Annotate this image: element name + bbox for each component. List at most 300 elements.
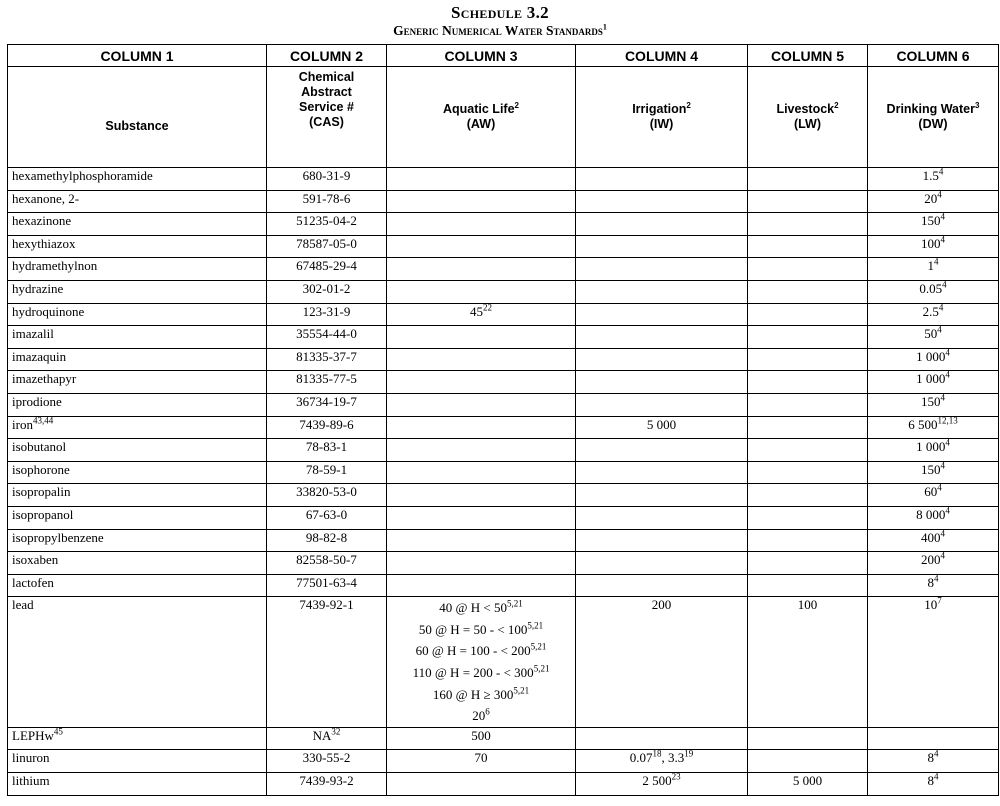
drinking-water-cell [868, 506, 999, 529]
cas-number: 67485-29-4 [296, 258, 357, 274]
table-row [8, 303, 999, 326]
cas-cell [267, 773, 387, 796]
cas-number: 591-78-6 [302, 190, 351, 206]
drinking-water-cell-value: 1 000 [916, 439, 946, 455]
aquatic-life-cell [387, 326, 576, 349]
drinking-water-cell-value: 6 500 [908, 416, 938, 432]
drinking-water-cell-value: 8 [927, 574, 934, 590]
aquatic-life-abbr: (AW) [466, 117, 496, 131]
substance-name: isophorone [12, 461, 70, 477]
drinking-water-heading-footnote: 3 [974, 100, 980, 110]
document-title-block [0, 3, 1000, 39]
irrigation-cell-line [576, 750, 747, 765]
substance-cell [8, 168, 267, 191]
substance-name: isopropalin [12, 484, 71, 500]
aquatic-life-cell [387, 750, 576, 773]
substance-name: lithium [12, 773, 50, 789]
cas-number: 98-82-8 [305, 529, 348, 545]
irrigation-cell [576, 235, 748, 258]
cas-cell [267, 168, 387, 191]
aquatic-life-cell [387, 727, 576, 750]
livestock-heading-footnote: 2 [834, 100, 839, 110]
livestock-cell [748, 190, 868, 213]
drinking-water-cell-footnote: 4 [940, 211, 945, 222]
substance-cell [8, 439, 267, 462]
irrigation-cell [576, 574, 748, 597]
drinking-water-cell-value: 50 [924, 326, 938, 342]
cas-cell [267, 574, 387, 597]
cas-cell [267, 416, 387, 439]
irrigation-heading [576, 67, 748, 168]
table-row [8, 552, 999, 575]
aquatic-life-cell [387, 280, 576, 303]
livestock-heading [748, 67, 868, 168]
substance-cell [8, 280, 267, 303]
irrigation-cell-value: 0.07 [629, 750, 653, 766]
drinking-water-cell [868, 280, 999, 303]
aquatic-life-cell [387, 439, 576, 462]
aquatic-life-cell-footnote: 5,21 [513, 685, 530, 696]
table-row [8, 484, 999, 507]
cas-number: 67-63-0 [305, 506, 348, 522]
substance-cell [8, 506, 267, 529]
aquatic-life-cell-line [387, 619, 575, 641]
drinking-water-cell-footnote: 4 [945, 347, 950, 358]
substance-footnote: 43,44 [32, 415, 54, 426]
drinking-water-cell-footnote: 4 [937, 189, 942, 200]
irrigation-cell [576, 484, 748, 507]
drinking-water-cell-footnote: 4 [942, 279, 947, 290]
cas-cell [267, 326, 387, 349]
aquatic-life-cell [387, 529, 576, 552]
irrigation-cell [576, 168, 748, 191]
irrigation-cell [576, 529, 748, 552]
substance-name: isopropanol [12, 506, 74, 522]
irrigation-cell [576, 750, 748, 773]
drinking-water-cell-footnote: 4 [940, 234, 945, 245]
cas-cell [267, 190, 387, 213]
irrigation-cell-line [576, 597, 747, 612]
livestock-cell [748, 280, 868, 303]
drinking-water-cell [868, 750, 999, 773]
drinking-water-cell-footnote: 12,13 [937, 415, 958, 426]
table-row [8, 773, 999, 796]
livestock-cell [748, 574, 868, 597]
drinking-water-cell-value: 8 [927, 773, 934, 789]
livestock-cell [748, 416, 868, 439]
drinking-water-cell-footnote: 4 [937, 482, 942, 493]
drinking-water-cell-value: 150 [921, 213, 941, 229]
substance-cell [8, 326, 267, 349]
drinking-water-cell-footnote: 4 [940, 528, 945, 539]
substance-name: hexythiazox [12, 235, 76, 251]
aquatic-life-cell-footnote: 22 [483, 302, 492, 313]
drinking-water-cell-line [868, 552, 998, 567]
cas-cell [267, 597, 387, 728]
irrigation-cell [576, 727, 748, 750]
drinking-water-cell-value: 150 [921, 393, 941, 409]
column-heading-row [8, 67, 999, 168]
irrigation-cell-footnote: 18 [652, 749, 662, 760]
table-row [8, 168, 999, 191]
aquatic-life-cell [387, 168, 576, 191]
drinking-water-cell-value: 20 [924, 190, 938, 206]
drinking-water-cell-value: 2.5 [922, 303, 939, 319]
cas-heading-line: Service # [299, 100, 354, 114]
aquatic-life-cell [387, 574, 576, 597]
drinking-water-cell-line [868, 507, 998, 522]
substance-cell [8, 416, 267, 439]
drinking-water-cell [868, 258, 999, 281]
aquatic-life-cell-value: 60 @ H = 100 - < 200 [415, 643, 531, 659]
aquatic-life-cell-value: 160 @ H ≥ 300 [432, 686, 514, 702]
substance-cell [8, 750, 267, 773]
drinking-water-abbr: (DW) [918, 117, 948, 131]
irrigation-cell [576, 597, 748, 728]
substance-cell [8, 348, 267, 371]
drinking-water-cell-value: 200 [921, 552, 941, 568]
aquatic-life-cell-line [387, 728, 575, 743]
irrigation-cell [576, 348, 748, 371]
cas-heading-line: Chemical [298, 70, 355, 84]
table-row [8, 574, 999, 597]
irrigation-cell [576, 393, 748, 416]
cas-number: 33820-53-0 [296, 484, 357, 500]
cas-number: 82558-50-7 [296, 552, 357, 568]
livestock-cell [748, 727, 868, 750]
table-row [8, 727, 999, 750]
drinking-water-cell [868, 235, 999, 258]
aquatic-life-cell-footnote: 5,21 [530, 642, 547, 653]
substance-cell [8, 258, 267, 281]
aquatic-life-cell-line [387, 597, 575, 619]
aquatic-life-cell [387, 552, 576, 575]
aquatic-life-cell [387, 506, 576, 529]
cas-number: 680-31-9 [302, 168, 351, 183]
aquatic-life-cell-footnote: 5,21 [506, 598, 523, 609]
aquatic-life-cell-value: 20 [472, 708, 486, 724]
table-row [8, 348, 999, 371]
substance-name: imazethapyr [12, 371, 77, 387]
substance-name: lead [12, 597, 34, 613]
drinking-water-cell-line [868, 575, 998, 590]
cas-number: 36734-19-7 [296, 393, 357, 409]
drinking-water-cell [868, 529, 999, 552]
substance-name: isobutanol [12, 439, 67, 455]
table-row [8, 280, 999, 303]
livestock-cell [748, 303, 868, 326]
irrigation-cell [576, 258, 748, 281]
cas-cell [267, 484, 387, 507]
aquatic-life-cell [387, 213, 576, 236]
cas-cell [267, 393, 387, 416]
drinking-water-cell-line [868, 168, 998, 183]
irrigation-cell-line [576, 417, 747, 432]
livestock-cell [748, 750, 868, 773]
drinking-water-cell-line [868, 326, 998, 341]
table-row [8, 393, 999, 416]
irrigation-cell [576, 439, 748, 462]
substance-cell [8, 461, 267, 484]
drinking-water-cell-line [868, 349, 998, 364]
livestock-cell [748, 393, 868, 416]
aquatic-life-cell-value: 45 [470, 303, 483, 319]
column-5-header: COLUMN 5 [748, 45, 868, 67]
drinking-water-cell-footnote: 4 [934, 573, 939, 584]
aquatic-life-cell [387, 773, 576, 796]
table-row [8, 190, 999, 213]
drinking-water-cell [868, 773, 999, 796]
substance-cell [8, 235, 267, 258]
cas-number: 7439-89-6 [299, 416, 354, 432]
cas-cell [267, 461, 387, 484]
drinking-water-cell [868, 371, 999, 394]
aquatic-life-cell [387, 348, 576, 371]
livestock-cell [748, 529, 868, 552]
column-2-header: COLUMN 2 [267, 45, 387, 67]
drinking-water-cell-footnote: 4 [940, 460, 945, 471]
substance-name: LEPHw [12, 727, 54, 743]
aquatic-life-cell [387, 597, 576, 728]
livestock-cell [748, 258, 868, 281]
irrigation-cell [576, 213, 748, 236]
irrigation-cell [576, 303, 748, 326]
irrigation-cell-footnote: 23 [671, 771, 681, 782]
substance-footnote: 45 [53, 726, 63, 737]
irrigation-cell [576, 280, 748, 303]
substance-cell [8, 574, 267, 597]
aquatic-life-cell [387, 190, 576, 213]
table-row [8, 597, 999, 728]
drinking-water-cell-line [868, 417, 998, 432]
substance-cell [8, 552, 267, 575]
drinking-water-cell-line [868, 304, 998, 319]
aquatic-life-cell [387, 416, 576, 439]
drinking-water-cell-value: 10 [924, 597, 938, 613]
table-row [8, 213, 999, 236]
substance-cell [8, 529, 267, 552]
substance-name: hydroquinone [12, 303, 85, 319]
drinking-water-cell-line [868, 462, 998, 477]
drinking-water-cell [868, 213, 999, 236]
aquatic-life-cell-footnote: 5,21 [533, 663, 550, 674]
irrigation-cell-value: 200 [651, 597, 672, 613]
table-row [8, 750, 999, 773]
cas-cell [267, 439, 387, 462]
cas-cell [267, 235, 387, 258]
irrigation-cell [576, 190, 748, 213]
table-row [8, 326, 999, 349]
substance-cell [8, 597, 267, 728]
aquatic-life-cell [387, 303, 576, 326]
cas-number: 78-83-1 [305, 439, 348, 455]
table-body [8, 168, 999, 796]
cas-cell [267, 258, 387, 281]
column-6-header: COLUMN 6 [868, 45, 999, 67]
cas-number: 81335-77-5 [296, 371, 357, 387]
aquatic-life-cell-value: 50 @ H = 50 - < 100 [418, 621, 528, 637]
drinking-water-cell-value: 1 [927, 258, 934, 274]
cas-heading [267, 67, 387, 168]
aquatic-life-cell-footnote: 5,21 [527, 620, 544, 631]
aquatic-life-cell-line [387, 662, 575, 684]
irrigation-cell [576, 416, 748, 439]
aquatic-life-heading-footnote: 2 [514, 100, 519, 110]
column-4-header: COLUMN 4 [576, 45, 748, 67]
cas-cell [267, 371, 387, 394]
livestock-cell [748, 461, 868, 484]
substance-cell [8, 727, 267, 750]
drinking-water-cell [868, 439, 999, 462]
irrigation-cell [576, 773, 748, 796]
table-row [8, 529, 999, 552]
cas-cell [267, 529, 387, 552]
aquatic-life-cell [387, 258, 576, 281]
drinking-water-cell [868, 326, 999, 349]
aquatic-life-cell-line [387, 684, 575, 706]
drinking-water-cell-footnote: 4 [940, 392, 945, 403]
column-number-row [8, 45, 999, 67]
table-row [8, 258, 999, 281]
drinking-water-cell-footnote: 4 [945, 437, 950, 448]
substance-name: hydramethylnon [12, 258, 98, 274]
drinking-water-cell-line [868, 750, 998, 765]
drinking-water-cell [868, 393, 999, 416]
drinking-water-cell-value: 0.05 [919, 280, 943, 296]
table-row [8, 371, 999, 394]
cas-cell [267, 213, 387, 236]
substance-name: iron [12, 416, 33, 432]
substance-name: hexanone, 2- [12, 190, 80, 206]
drinking-water-cell [868, 303, 999, 326]
drinking-water-cell-footnote: 4 [945, 505, 950, 516]
livestock-cell [748, 597, 868, 728]
drinking-water-cell-value: 150 [921, 461, 941, 477]
drinking-water-cell-line [868, 439, 998, 454]
substance-name: hydrazine [12, 280, 64, 296]
drinking-water-cell [868, 168, 999, 191]
aquatic-life-heading [387, 67, 576, 168]
livestock-heading-text: Livestock [776, 102, 835, 116]
drinking-water-cell-footnote: 4 [934, 749, 939, 760]
drinking-water-heading [868, 67, 999, 168]
cas-number: 78587-05-0 [296, 235, 357, 251]
drinking-water-cell-value: 8 [927, 750, 934, 766]
substance-name: iprodione [12, 393, 62, 409]
irrigation-cell-line [576, 773, 747, 788]
cas-number: 7439-92-1 [299, 597, 354, 613]
cas-cell [267, 303, 387, 326]
table-row [8, 461, 999, 484]
irrigation-cell-value: 2 500 [642, 773, 672, 789]
cas-number: 81335-37-7 [296, 348, 357, 364]
irrigation-cell [576, 326, 748, 349]
drinking-water-cell-line [868, 213, 998, 228]
irrigation-cell-footnote: 19 [684, 749, 694, 760]
livestock-cell [748, 235, 868, 258]
cas-number: 302-01-2 [302, 280, 351, 296]
drinking-water-cell-footnote: 4 [938, 302, 944, 313]
livestock-cell [748, 326, 868, 349]
schedule-subtitle [0, 23, 1000, 39]
aquatic-life-heading-text: Aquatic Life [443, 102, 515, 116]
livestock-cell-value: 5 000 [792, 773, 823, 789]
drinking-water-cell-footnote: 4 [934, 771, 939, 782]
drinking-water-cell-line [868, 371, 998, 386]
drinking-water-cell-value: 100 [921, 235, 941, 251]
substance-heading: Substance [8, 67, 267, 168]
cas-number: 35554-44-0 [296, 326, 357, 342]
water-standards-table [7, 44, 999, 796]
table-row [8, 235, 999, 258]
livestock-cell [748, 348, 868, 371]
substance-name: hexazinone [12, 213, 72, 229]
aquatic-life-cell-line [387, 304, 575, 319]
aquatic-life-cell-footnote: 6 [485, 706, 490, 717]
substance-cell [8, 484, 267, 507]
drinking-water-cell-line [868, 394, 998, 409]
drinking-water-cell-value: 400 [921, 529, 941, 545]
drinking-water-cell-footnote: 4 [940, 550, 945, 561]
aquatic-life-cell-line [387, 705, 575, 727]
irrigation-cell-value: , 3.3 [661, 750, 685, 766]
column-1-header: COLUMN 1 [8, 45, 267, 67]
drinking-water-heading-text: Drinking Water [886, 102, 975, 116]
substance-name: isoxaben [12, 552, 59, 568]
aquatic-life-cell-line [387, 750, 575, 765]
substance-cell [8, 190, 267, 213]
drinking-water-cell-value: 1 000 [916, 348, 946, 364]
irrigation-cell [576, 552, 748, 575]
livestock-cell [748, 773, 868, 796]
drinking-water-cell-line [868, 281, 998, 296]
livestock-cell [748, 552, 868, 575]
substance-name: lactofen [12, 574, 54, 590]
aquatic-life-cell-value: 500 [471, 727, 491, 743]
drinking-water-cell-footnote: 4 [938, 166, 944, 177]
cas-cell [267, 348, 387, 371]
substance-name: linuron [12, 750, 50, 766]
cas-number: NA [312, 727, 332, 743]
aquatic-life-cell-value: 110 @ H = 200 - < 300 [412, 665, 534, 681]
substance-name: imazalil [12, 326, 54, 342]
substance-name: hexamethylphosphoramide [12, 168, 153, 183]
aquatic-life-cell-line [387, 640, 575, 662]
aquatic-life-cell [387, 393, 576, 416]
schedule-title: Schedule 3.2 [451, 3, 549, 22]
irrigation-cell [576, 371, 748, 394]
drinking-water-cell-line [868, 236, 998, 251]
cas-cell [267, 280, 387, 303]
drinking-water-cell-value: 8 000 [916, 506, 946, 522]
cas-number: 330-55-2 [302, 750, 351, 766]
drinking-water-cell-footnote: 4 [945, 370, 950, 381]
livestock-cell [748, 168, 868, 191]
livestock-cell-value: 100 [797, 597, 818, 613]
substance-cell [8, 303, 267, 326]
substance-cell [8, 371, 267, 394]
substance-name: imazaquin [12, 348, 67, 364]
drinking-water-cell [868, 597, 999, 728]
livestock-cell [748, 506, 868, 529]
drinking-water-cell-line [868, 773, 998, 788]
cas-heading-abbr: (CAS) [309, 115, 344, 129]
irrigation-abbr: (IW) [649, 117, 674, 131]
schedule-subtitle-footnote: 1 [602, 22, 607, 32]
schedule-subtitle-text: Generic Numerical Water Standards [393, 23, 603, 38]
irrigation-cell [576, 506, 748, 529]
substance-cell [8, 213, 267, 236]
